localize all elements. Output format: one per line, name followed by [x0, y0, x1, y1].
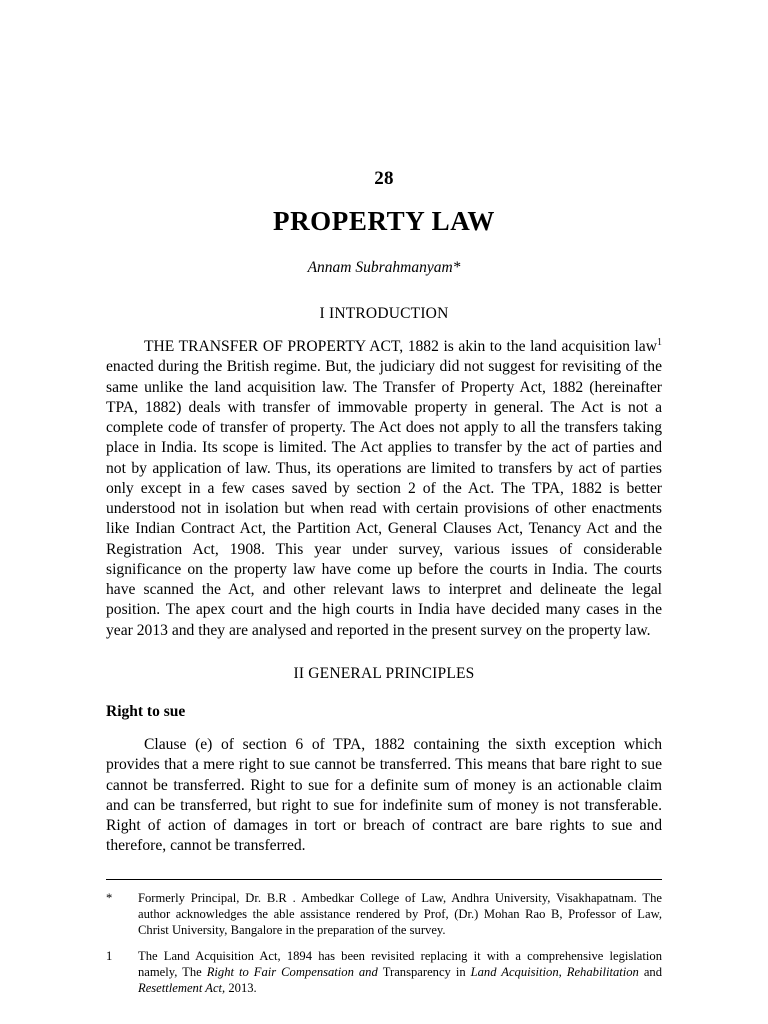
chapter-title: PROPERTY LAW	[272, 206, 495, 236]
section-heading-introduction: I INTRODUCTION	[319, 305, 449, 322]
section-heading-general-principles: II GENERAL PRINCIPLES	[293, 664, 475, 682]
footnote-segment: The Land Acquisition Act, 1894 has been revisited replacing it with a comprehensive legislation namely, The	[138, 948, 662, 980]
footnote-item	[106, 890, 662, 939]
footnote-segment: and	[643, 965, 663, 980]
footnote-text	[138, 948, 662, 997]
footnote-segment-italic: Land Acquisition, Rehabilitation	[470, 965, 644, 980]
footnote-separator	[106, 879, 662, 880]
footnote-text: Formerly Principal, Dr. B.R . Ambedkar College of Law, Andhra University, Visakhapatnam. The author acknowledges the able assistance rendered by Prof, (Dr.) Mohan Rao B, Professor of Law, Christ University, Bangalore in the preparation of the survey.	[138, 890, 662, 938]
introduction-paragraph-part-1: THE TRANSFER OF PROPERTY ACT, 1882 is akin to the land acquisition law	[144, 338, 657, 355]
footnote-marker: *	[106, 890, 113, 905]
author-byline: Annam Subrahmanyam*	[307, 259, 461, 276]
right-to-sue-paragraph: Clause (e) of section 6 of TPA, 1882 containing the sixth exception which provides that a mere right to sue cannot be transferred. This means that bare right to sue cannot be transferred. Right to sue for a definite sum of money is an actionable claim and can be transferred, but right to sue for indefinite sum of money is not transferable. Right of action of damages in tort or breach of contract are bare rights to sue and therefore, cannot be transferred.	[106, 735, 662, 855]
page-content	[106, 0, 662, 1006]
footnote-item	[106, 948, 662, 997]
footnote-segment: 2013.	[228, 981, 257, 996]
chapter-number: 28	[374, 168, 394, 189]
footnote-marker: 1	[106, 948, 113, 963]
footnote-segment-italic: Resettlement Act,	[138, 981, 229, 996]
introduction-paragraph-part-2: enacted during the British regime. But, the judiciary did not suggest for revisiting of the same unlike the land acquisition law. The Transfer of Property Act, 1882 (hereinafter TPA, 1882) deals with transfer of immovable property in general. The Act is not a complete code of transfer of property. The Act does not apply to all the transfers taking place in India. Its scope is limited. The Act applies to transfer by the act of parties and not by application of law. Thus, its operations are limited to transfers by act of parties only except in a few cases saved by section 2 of the Act. The TPA, 1882 is better understood not in isolation but when read with certain provisions of other enactments like Indian Contract Act, the Partition Act, General Clauses Act, Tenancy Act and the Registration Act, 1908. This year under survey, various issues of considerable significance on the property law have come up before the courts in India. The courts have scanned the Act, and other relevant laws to interpret and delineate the legal position. The apex court and the high courts in India have decided many cases in the year 2013 and they are analysed and reported in the present survey on the property law.	[106, 358, 662, 639]
footnote-segment-italic: Right to Fair Compensation and	[206, 965, 383, 980]
introduction-paragraph	[106, 337, 662, 641]
subheading-right-to-sue: Right to sue	[106, 702, 186, 720]
footnote-reference-1: 1	[657, 336, 662, 348]
footnote-segment: Transparency in	[382, 965, 471, 980]
footnotes-block	[106, 890, 662, 997]
